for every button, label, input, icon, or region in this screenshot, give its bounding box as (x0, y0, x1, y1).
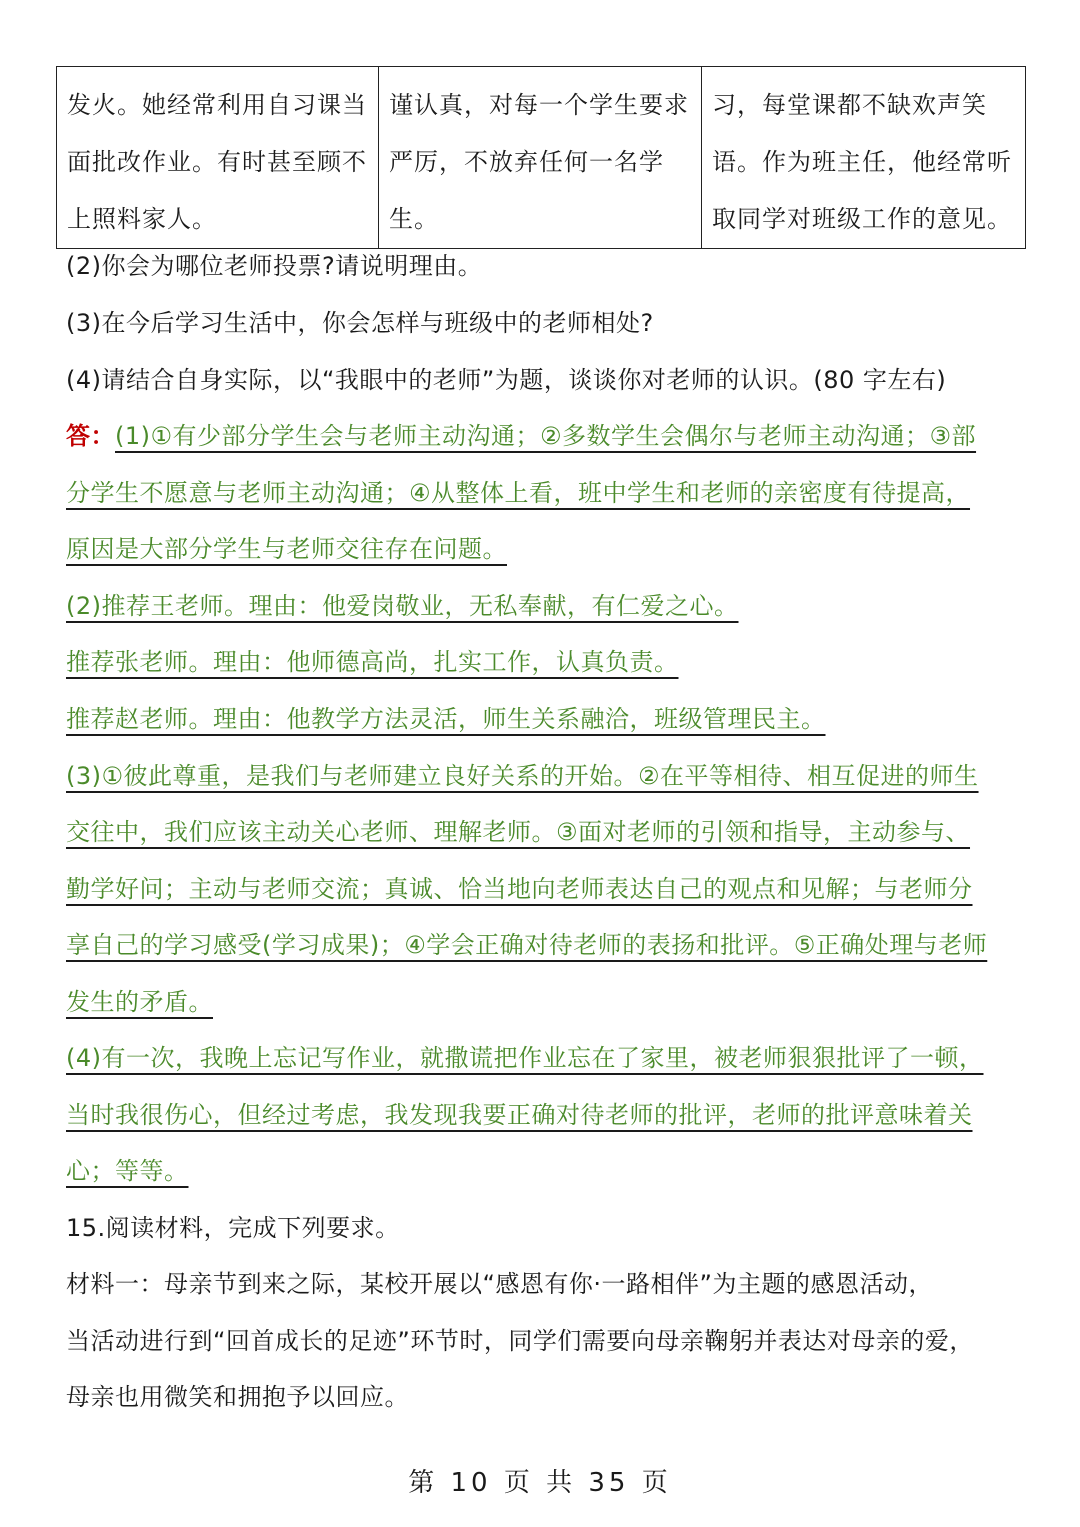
answer-2-line-3 (66, 704, 1016, 734)
answer-3-line-2 (66, 817, 1016, 847)
answer-text: 勤学好问；主动与老师交流；真诚、恰当地向老师表达自己的观点和见解；与老师分 (66, 875, 973, 903)
material-1-line-2: 当活动进行到“回首成长的足迹”环节时，同学们需要向母亲鞠躬并表达对母亲的爱， (66, 1327, 974, 1355)
table-cell-teacher-2 (379, 67, 702, 249)
page-number-footer: 第 10 页 共 35 页 (408, 1468, 672, 1498)
cell-text-line: 谨认真，对每一个学生要求 (389, 91, 689, 119)
answer-2-line-2 (66, 647, 1016, 677)
answer-text: (3)①彼此尊重，是我们与老师建立良好关系的开始。②在平等相待、相互促进的师生 (66, 762, 979, 790)
answer-text: 推荐张老师。理由：他师德高尚，扎实工作，认真负责。 (66, 648, 679, 676)
answer-text: 推荐赵老师。理由：他教学方法灵活，师生关系融洽，班级管理民主。 (66, 705, 826, 733)
answer-4-line-3 (66, 1156, 1016, 1186)
answer-text: 享自己的学习感受(学习成果)；④学会正确对待老师的表扬和批评。⑤正确处理与老师 (66, 931, 988, 959)
material-1-line-1: 材料一：母亲节到来之际，某校开展以“感恩有你·一路相伴”为主题的感恩活动， (66, 1270, 933, 1298)
table-cell-teacher-1 (57, 67, 379, 249)
answer-3-line-3 (66, 874, 1016, 904)
answer-1-line-3 (66, 534, 1016, 564)
answer-text: 分学生不愿意与老师主动沟通；④从整体上看，班中学生和老师的亲密度有待提高， (66, 479, 971, 507)
cell-text-line: 发火。她经常利用自习课当 (67, 91, 367, 119)
material-1-line-3: 母亲也用微笑和拥抱予以回应。 (66, 1383, 409, 1411)
question-3: (3)在今后学习生活中，你会怎样与班级中的老师相处? (66, 309, 654, 337)
question-4: (4)请结合自身实际，以“我眼中的老师”为题，谈谈你对老师的认识。(80 字左右) (66, 366, 947, 394)
answer-text: (2)推荐王老师。理由：他爱岗敬业，无私奉献，有仁爱之心。 (66, 592, 739, 620)
cell-text-line: 面批改作业。有时甚至顾不 (67, 148, 367, 176)
table-cell-teacher-3 (702, 67, 1026, 249)
answer-text: 心；等等。 (66, 1157, 189, 1185)
cell-text-line: 上照料家人。 (67, 205, 217, 233)
cell-text-line: 语。作为班主任，他经常听 (712, 148, 1012, 176)
answer-1-line-2 (66, 478, 1016, 508)
question-2: (2)你会为哪位老师投票?请说明理由。 (66, 252, 483, 280)
answer-label: 答： (66, 422, 115, 450)
answer-3-line-4 (66, 930, 1016, 960)
cell-text-line: 取同学对班级工作的意见。 (712, 205, 1012, 233)
answer-text: 交往中，我们应该主动关心老师、理解老师。③面对老师的引领和指导，主动参与、 (66, 818, 971, 846)
table-row (57, 67, 1026, 249)
cell-text-line: 生。 (389, 205, 439, 233)
answer-text: 当时我很伤心，但经过考虑，我发现我要正确对待老师的批评，老师的批评意味着关 (66, 1101, 973, 1129)
answer-1-line-1 (66, 421, 1016, 451)
answer-text: (1)①有少部分学生会与老师主动沟通；②多数学生会偶尔与老师主动沟通；③部 (115, 422, 977, 450)
answer-text: (4)有一次，我晚上忘记写作业，就撒谎把作业忘在了家里，被老师狠狠批评了一顿， (66, 1044, 984, 1072)
answer-4-line-2 (66, 1100, 1016, 1130)
answer-text: 原因是大部分学生与老师交往存在问题。 (66, 535, 507, 563)
answer-3-line-1 (66, 761, 1016, 791)
answer-4-line-1 (66, 1043, 1016, 1073)
cell-text-line: 习，每堂课都不缺欢声笑 (712, 91, 987, 119)
teacher-comparison-table-continued (56, 66, 1026, 249)
answer-2-line-1 (66, 591, 1016, 621)
question-15-title: 15.阅读材料，完成下列要求。 (66, 1214, 400, 1242)
cell-text-line: 严厉，不放弃任何一名学 (389, 148, 664, 176)
answer-text: 发生的矛盾。 (66, 988, 213, 1016)
answer-3-line-5 (66, 987, 1016, 1017)
